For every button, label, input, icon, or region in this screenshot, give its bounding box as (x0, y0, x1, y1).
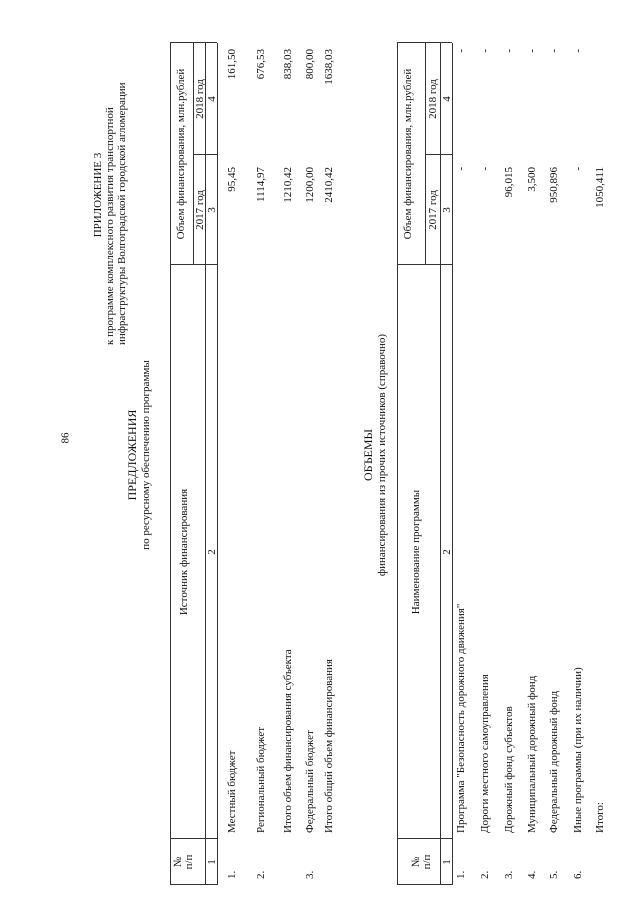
row-value-2018: - (572, 49, 584, 53)
t2-header-2017: 2017 год (427, 190, 439, 230)
row-number: 2. (479, 870, 491, 879)
row-number: 6. (572, 870, 584, 879)
row-value-2017: 3,500 (526, 167, 538, 192)
row-program-name: Муниципальный дорожный фонд (526, 675, 538, 833)
row-value-2017: - (572, 167, 584, 171)
t2-header-2018: 2018 год (427, 79, 439, 119)
t2-colnum-1: 1 (441, 859, 453, 865)
appendix-subtitle-line2: инфраструктуры Волгоградской городской агломерации (116, 82, 128, 345)
row-value-2017: - (479, 167, 491, 171)
table2-title: ОБЪЕМЫ (361, 428, 375, 482)
row-value-2017: 1114,97 (255, 167, 267, 202)
row-value-2018: - (548, 49, 560, 53)
t2-header-num-sub: п/п (421, 854, 433, 870)
row-value-2017: 96,015 (503, 167, 515, 198)
row-value-2017: 1050,411 (594, 167, 606, 208)
t2-colnum-3: 3 (441, 207, 453, 213)
table1-title: ПРЕДЛОЖЕНИЯ (125, 409, 139, 501)
row-number: 3. (503, 870, 515, 879)
t1-header-2017: 2017 год (194, 190, 206, 230)
row-program-name: Дороги местного самоуправления (479, 674, 491, 833)
row-number: 1. (226, 870, 238, 879)
t1-colnum-1: 1 (206, 859, 218, 865)
t2-header-name: Наименование программы (410, 489, 422, 615)
row-value-2018: - (526, 49, 538, 53)
row-value-2017: 2410,42 (323, 167, 335, 203)
appendix-title: ПРИЛОЖЕНИЕ 3 (92, 152, 104, 238)
row-value-2018: 838,03 (282, 49, 294, 80)
row-source-name: Итого общий объем финансирования (323, 659, 335, 833)
t1-colnum-3: 3 (206, 207, 218, 213)
row-source-name: Итого объем финансирования субъекта (282, 649, 294, 833)
row-number: 2. (255, 870, 267, 879)
appendix-subtitle-line1: к программе комплексного развития транспортной (104, 107, 116, 345)
row-program-name: Программа "Безопасность дорожного движения" (455, 603, 467, 833)
t1-colnum-2: 2 (206, 549, 218, 555)
t1-header-source: Источник финансирования (178, 488, 190, 616)
row-number: 3. (304, 870, 316, 879)
row-value-2018: - (479, 49, 491, 53)
row-value-2018: 161,50 (226, 49, 238, 80)
table2-subtitle: финансирования из прочих источников (справочно) (376, 333, 388, 577)
t1-header-volume: Объем финансирования, млн.рублей (175, 68, 187, 240)
row-number: 1. (455, 870, 467, 879)
t2-header-num: № (410, 856, 422, 868)
t2-colnum-4: 4 (441, 96, 453, 102)
row-program-name: Иные программы (при их наличии) (572, 667, 584, 833)
row-value-2017: 950,896 (548, 167, 560, 203)
row-value-2018: 676,53 (255, 49, 267, 80)
row-program-name: Дорожный фонд субъектов (503, 706, 515, 833)
row-source-name: Региональный бюджет (255, 726, 267, 833)
t1-colnum-4: 4 (206, 96, 218, 102)
table1-subtitle: по ресурсному обеспечению программы (140, 360, 152, 550)
row-value-2018: 800,00 (304, 49, 316, 80)
t1-header-2018: 2018 год (194, 79, 206, 119)
t1-header-num: № (172, 856, 184, 868)
row-value-2017: 1210,42 (282, 167, 294, 203)
row-number: 4. (526, 870, 538, 879)
row-value-2018: - (455, 49, 467, 53)
row-value-2017: 1200,00 (304, 167, 316, 203)
row-source-name: Федеральный бюджет (304, 730, 316, 833)
row-program-name: Итого: (594, 802, 606, 833)
row-source-name: Местный бюджет (226, 750, 238, 833)
row-number: 5. (548, 870, 560, 879)
t2-header-volume: Объем финансирования, млн.рублей (402, 68, 414, 240)
t2-colnum-2: 2 (441, 549, 453, 555)
row-value-2017: 95,45 (226, 167, 238, 192)
row-value-2017: - (455, 167, 467, 171)
row-value-2018: 1638,03 (323, 49, 335, 85)
t1-header-num-sub: п/п (183, 854, 195, 870)
row-value-2018: - (503, 49, 515, 53)
row-program-name: Федеральный дорожный фонд (548, 690, 560, 833)
page-number: 86 (59, 432, 72, 444)
